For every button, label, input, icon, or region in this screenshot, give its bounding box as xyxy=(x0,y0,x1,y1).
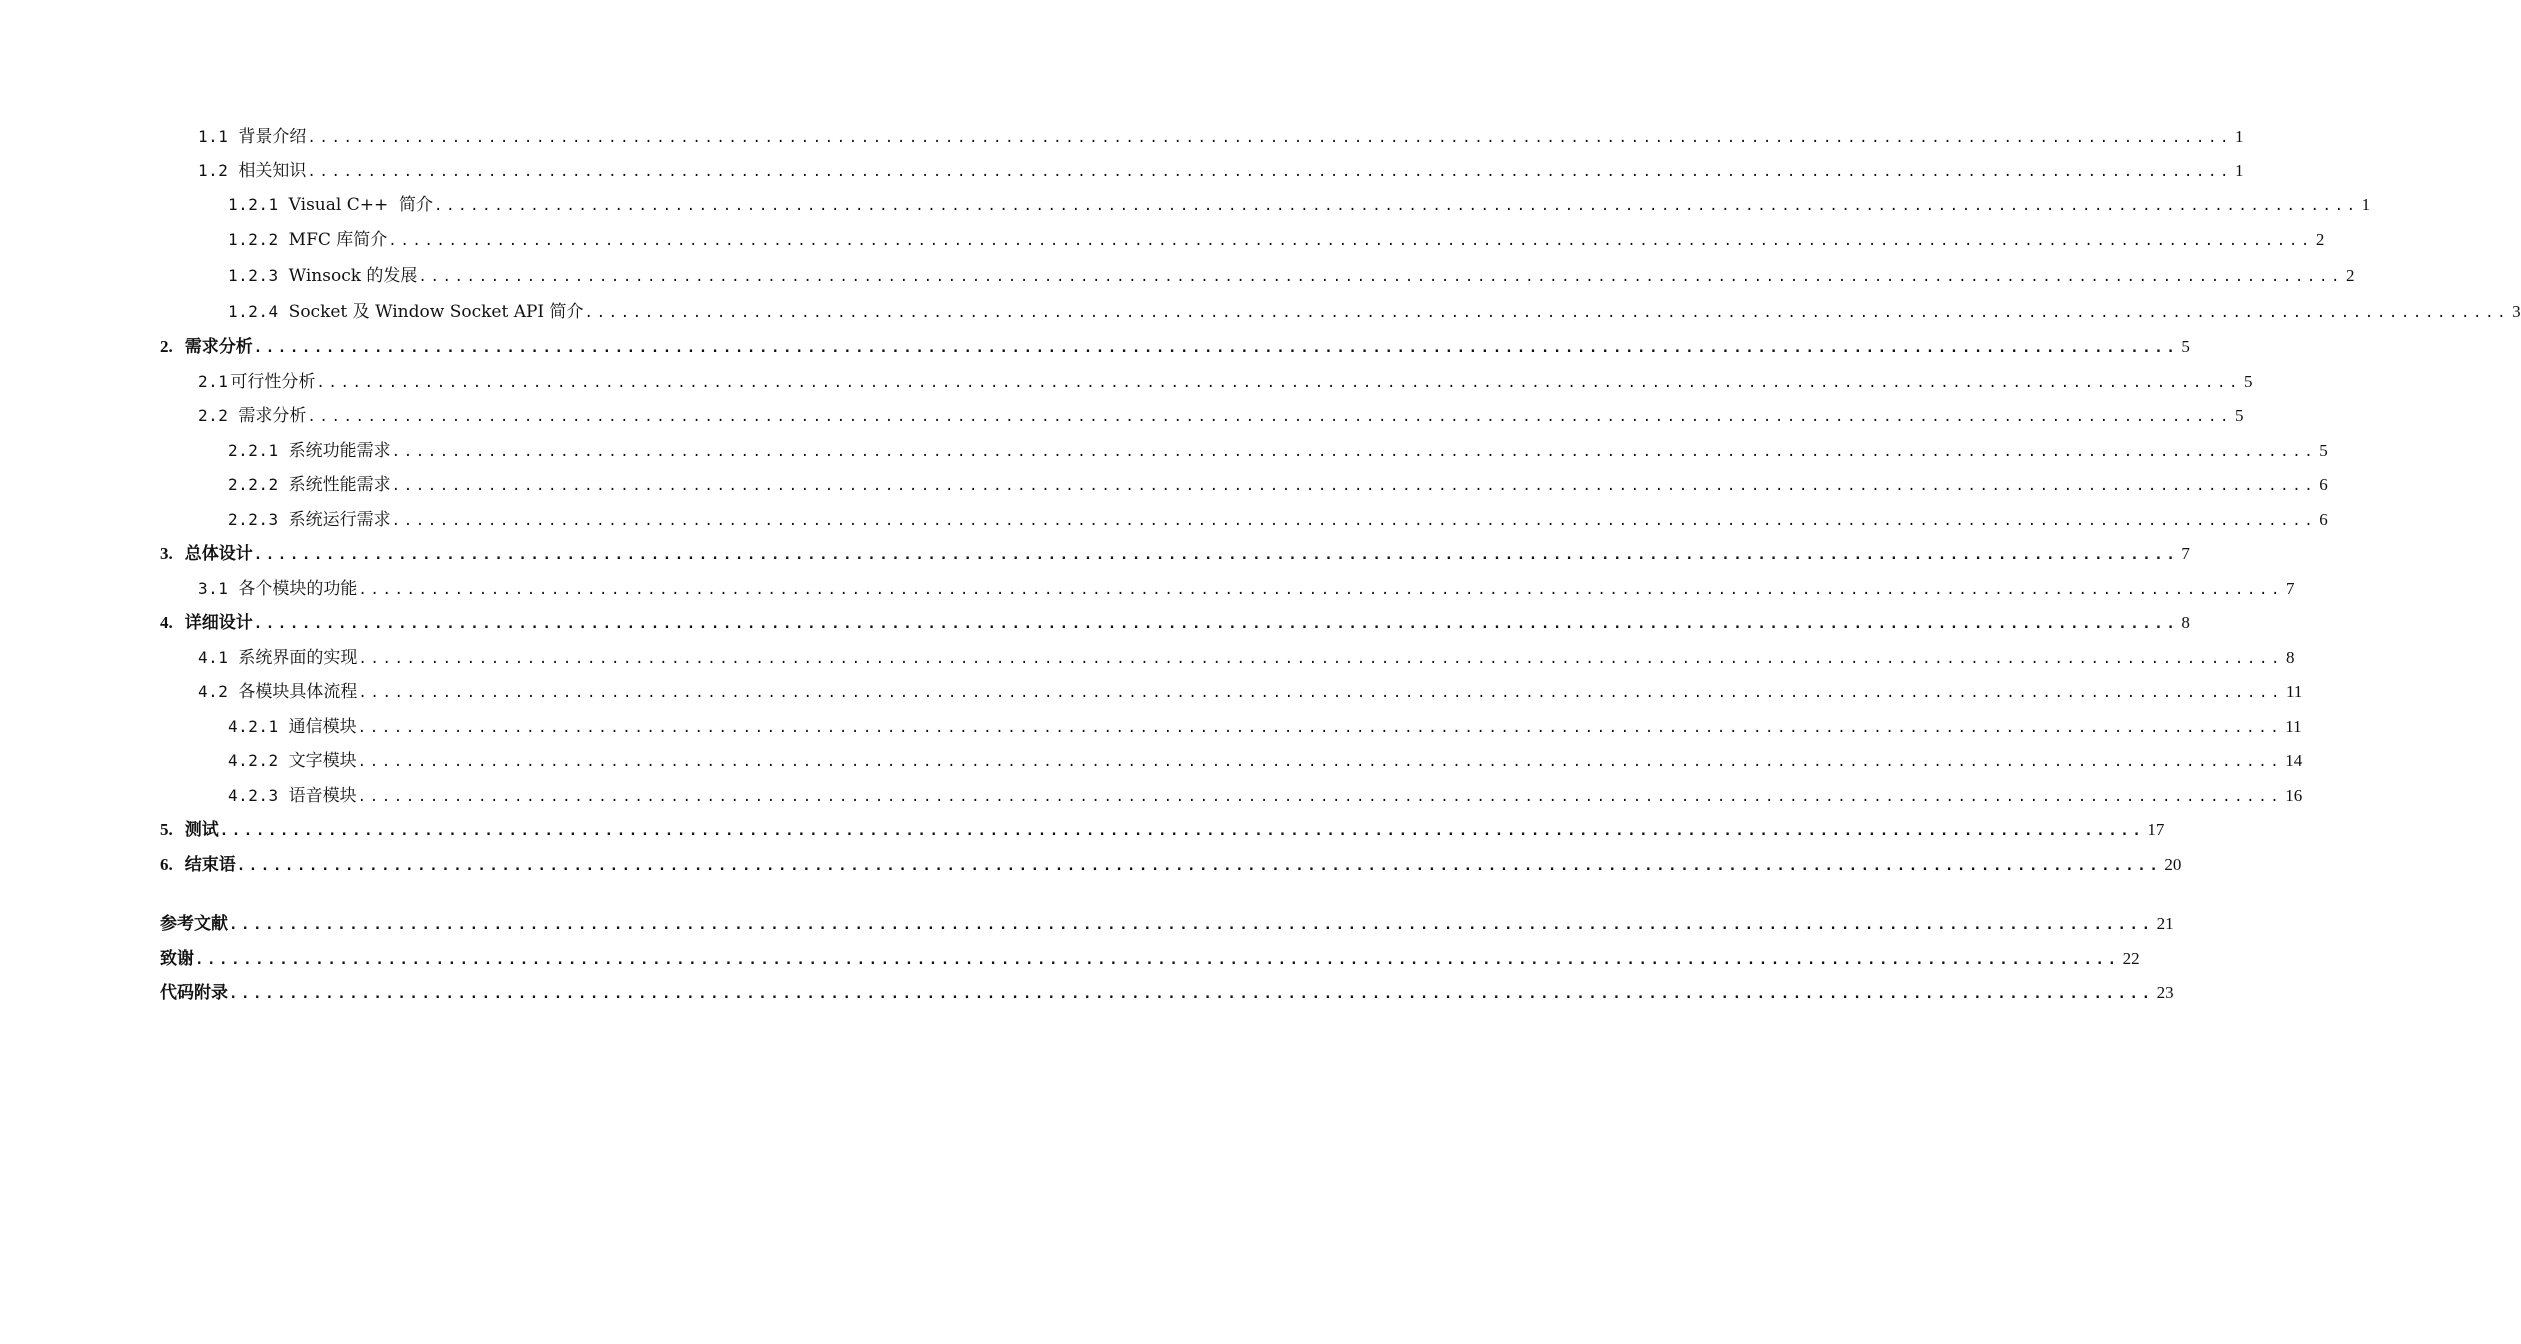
toc-entry[interactable] xyxy=(228,436,2328,466)
toc-entry[interactable] xyxy=(160,850,2182,880)
dot-leader: ................................................................................................................................................................ xyxy=(391,478,2317,494)
toc-number: 2. xyxy=(160,337,173,356)
toc-title: 各模块具体流程 xyxy=(238,682,358,702)
toc-page-number: 8 xyxy=(2181,613,2190,632)
toc-page-number: 5 xyxy=(2181,337,2190,356)
toc-entry[interactable] xyxy=(198,122,2244,152)
dot-leader: ................................................................................................................................................................ xyxy=(418,269,2344,285)
toc-number: 4.1 xyxy=(198,648,229,667)
toc-page-number: 1 xyxy=(2361,195,2371,214)
toc-entry[interactable] xyxy=(228,297,2521,327)
toc-number: 4.2 xyxy=(198,682,229,701)
toc-number: 4.2.3 xyxy=(228,786,279,805)
toc-entry[interactable] xyxy=(228,225,2325,255)
toc-number: 3.1 xyxy=(198,579,229,598)
toc-title: 总体设计 xyxy=(184,544,253,564)
toc-page-number: 8 xyxy=(2286,648,2295,667)
toc-entry[interactable] xyxy=(228,261,2355,291)
toc-entry[interactable] xyxy=(228,712,2302,742)
toc-number: 1.2.1 xyxy=(228,195,279,214)
toc-page-number: 11 xyxy=(2286,682,2303,701)
dot-leader: ................................................................................................................................................................ xyxy=(358,685,2283,701)
toc-entry[interactable] xyxy=(228,470,2328,500)
toc-page-number: 22 xyxy=(2122,949,2140,968)
toc-number: 5. xyxy=(160,820,173,839)
toc-entry[interactable] xyxy=(198,401,2244,431)
toc-page-number: 21 xyxy=(2156,914,2174,933)
dot-leader: ................................................................................................................................................................ xyxy=(388,233,2313,249)
toc-entry[interactable] xyxy=(160,815,2165,845)
toc-title: 系统界面的实现 xyxy=(238,648,358,668)
toc-page-number: 2 xyxy=(2346,266,2355,285)
toc-page-number: 1 xyxy=(2235,127,2244,146)
toc-number: 2.1 xyxy=(198,372,229,391)
toc-page-number: 7 xyxy=(2286,579,2295,598)
toc-title: 测试 xyxy=(184,820,219,840)
dot-leader: ................................................................................................................................................................ xyxy=(434,198,2359,214)
dot-leader: ................................................................................................................................................................ xyxy=(236,858,2162,874)
toc-entry[interactable] xyxy=(160,944,2140,974)
toc-page-number: 6 xyxy=(2319,510,2328,529)
toc-number: 1.2.2 xyxy=(228,230,279,249)
toc-page-number: 14 xyxy=(2285,751,2303,770)
dot-leader: ................................................................................................................................................................ xyxy=(307,409,2232,425)
toc-page-number: 17 xyxy=(2147,820,2165,839)
toc-title: 系统功能需求 xyxy=(288,441,391,461)
toc-page-number: 7 xyxy=(2181,544,2190,563)
toc-entry[interactable] xyxy=(198,574,2295,604)
toc-number: 1.2.3 xyxy=(228,266,279,285)
toc-number: 3. xyxy=(160,544,173,563)
toc-entry[interactable] xyxy=(198,677,2303,707)
toc-page-number: 16 xyxy=(2285,786,2303,805)
dot-leader: ................................................................................................................................................................ xyxy=(358,651,2283,667)
toc-title: 可行性分析 xyxy=(230,372,316,392)
dot-leader: ................................................................................................................................................................ xyxy=(229,986,2154,1002)
toc-number: 2.2.3 xyxy=(228,510,279,529)
toc-title: 需求分析 xyxy=(184,337,253,357)
toc-page-number: 1 xyxy=(2235,161,2244,180)
toc-title: 参考文献 xyxy=(160,914,228,934)
toc-entry[interactable] xyxy=(228,505,2328,535)
dot-leader: ................................................................................................................................................................ xyxy=(391,513,2317,529)
toc-title: 语音模块 xyxy=(288,786,357,806)
toc-page-number: 23 xyxy=(2156,983,2174,1002)
toc-page-number: 3 xyxy=(2512,302,2521,321)
toc-number: 4.2.2 xyxy=(228,751,279,770)
toc-number: 1.1 xyxy=(198,127,229,146)
toc-number: 2.2.1 xyxy=(228,441,279,460)
toc-entry[interactable] xyxy=(160,332,2190,362)
toc-title: 相关知识 xyxy=(238,161,307,181)
toc-page-number: 5 xyxy=(2235,406,2244,425)
toc-page-number: 6 xyxy=(2319,475,2328,494)
dot-leader: ................................................................................................................................................................ xyxy=(307,130,2232,146)
toc-number: 1.2.4 xyxy=(228,302,279,321)
toc-number: 6. xyxy=(160,855,173,874)
toc-title: 代码附录 xyxy=(160,983,228,1003)
dot-leader: ................................................................................................................................................................ xyxy=(357,754,2283,770)
dot-leader: ................................................................................................................................................................ xyxy=(219,823,2145,839)
toc-entry[interactable] xyxy=(198,156,2244,186)
toc-title: 系统性能需求 xyxy=(288,475,391,495)
toc-title: 结束语 xyxy=(184,855,236,875)
dot-leader: ................................................................................................................................................................ xyxy=(195,952,2120,968)
toc-page-number: 20 xyxy=(2164,855,2182,874)
toc-entry[interactable] xyxy=(160,978,2174,1008)
dot-leader: ................................................................................................................................................................ xyxy=(307,164,2232,180)
toc-title: Winsock 的发展 xyxy=(288,266,418,286)
toc-page-number: 5 xyxy=(2319,441,2328,460)
dot-leader: ................................................................................................................................................................ xyxy=(357,720,2283,736)
toc-entry[interactable] xyxy=(198,367,2253,397)
toc-page-number: 2 xyxy=(2315,230,2325,249)
dot-leader: ................................................................................................................................................................ xyxy=(253,616,2179,632)
dot-leader: ................................................................................................................................................................ xyxy=(316,375,2241,391)
toc-title: 各个模块的功能 xyxy=(238,579,358,599)
dot-leader: ................................................................................................................................................................ xyxy=(584,305,2510,321)
dot-leader: ................................................................................................................................................................ xyxy=(357,789,2283,805)
toc-title: MFC 库简介 xyxy=(288,230,388,250)
toc-entry[interactable] xyxy=(198,643,2295,673)
toc-page-number: 5 xyxy=(2244,372,2253,391)
toc-number: 2.2.2 xyxy=(228,475,279,494)
toc-entry[interactable] xyxy=(160,608,2190,638)
toc-title: 致谢 xyxy=(160,949,194,969)
toc-title: 详细设计 xyxy=(184,613,253,633)
toc-page-number: 11 xyxy=(2285,717,2302,736)
toc-title: 通信模块 xyxy=(288,717,357,737)
toc-number: 2.2 xyxy=(198,406,229,425)
toc-title: Socket 及 Window Socket API 简介 xyxy=(288,302,584,322)
dot-leader: ................................................................................................................................................................ xyxy=(229,917,2154,933)
toc-entry[interactable] xyxy=(160,909,2174,939)
toc-title: Visual C++ 简介 xyxy=(288,195,434,215)
toc-entry[interactable] xyxy=(228,746,2303,776)
toc-entry[interactable] xyxy=(228,190,2371,220)
toc-title: 文字模块 xyxy=(288,751,357,771)
toc-title: 背景介绍 xyxy=(238,127,307,147)
dot-leader: ................................................................................................................................................................ xyxy=(358,582,2283,598)
dot-leader: ................................................................................................................................................................ xyxy=(391,444,2317,460)
toc-entry[interactable] xyxy=(160,539,2190,569)
toc-number: 4. xyxy=(160,613,173,632)
toc-entry[interactable] xyxy=(228,781,2303,811)
toc-number: 4.2.1 xyxy=(228,717,279,736)
toc-title: 系统运行需求 xyxy=(288,510,391,530)
toc-number: 1.2 xyxy=(198,161,229,180)
dot-leader: ................................................................................................................................................................ xyxy=(253,340,2179,356)
toc-title: 需求分析 xyxy=(238,406,307,426)
dot-leader: ................................................................................................................................................................ xyxy=(253,547,2179,563)
